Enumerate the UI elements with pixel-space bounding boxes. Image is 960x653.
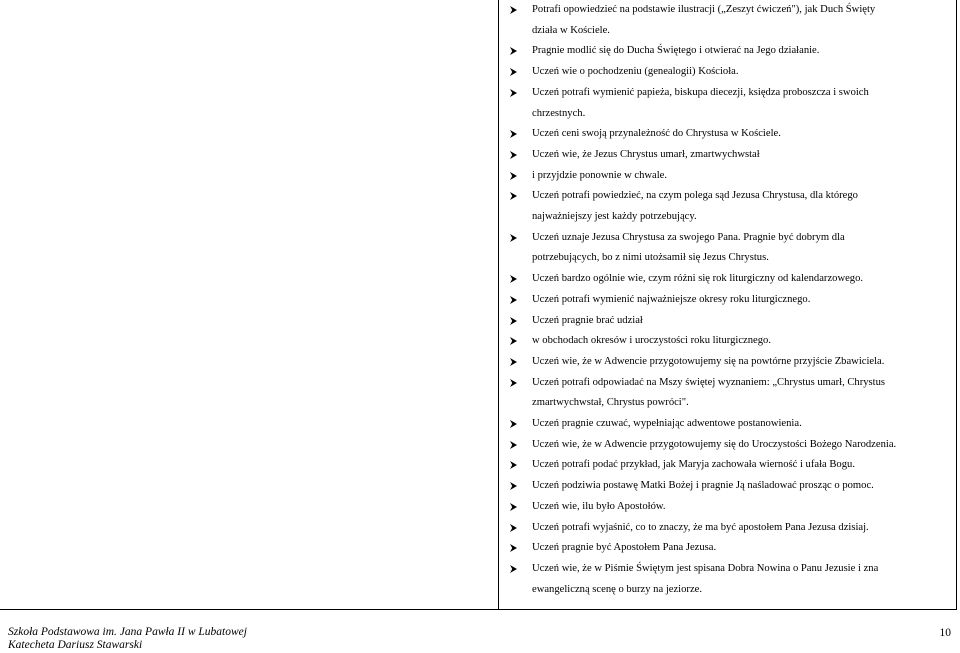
list-item-text: i przyjdzie ponownie w chwale. [532, 169, 668, 181]
footer-school-name: Szkoła Podstawowa im. Jana Pawła II w Lubatowej [8, 626, 247, 638]
list-item-text: Uczeń potrafi wyjaśnić, co to znaczy, że ma być apostołem Pana Jezusa dzisiaj. [532, 521, 869, 533]
list-item [509, 269, 953, 290]
arrow-bullet-icon [509, 440, 518, 450]
list-item-text: Uczeń podziwia postawę Matki Bożej i pragnie Ją naśladować prosząc o pomoc. [532, 480, 874, 492]
list-item [509, 455, 953, 476]
arrow-bullet-icon [509, 191, 518, 201]
footer-author-name: Katecheta Dariusz Stawarski [8, 639, 143, 651]
list-item [509, 476, 953, 497]
arrow-bullet-icon [509, 171, 518, 181]
list-item [509, 497, 953, 518]
list-item [509, 145, 953, 166]
arrow-bullet-icon [509, 336, 518, 346]
arrow-bullet-icon [509, 378, 518, 388]
arrow-bullet-icon [509, 316, 518, 326]
list-item-text: Uczeń pragnie być Apostołem Pana Jezusa. [532, 542, 717, 554]
list-item [509, 538, 953, 559]
list-item [509, 435, 953, 456]
list-item-text: Uczeń wie, że w Adwencie przygotowujemy się na powtórne przyjście Zbawiciela. [532, 355, 885, 367]
list-item-text: działa w Kościele. [532, 24, 610, 36]
list-item-text: Uczeń wie, że w Adwencie przygotowujemy się do Uroczystości Bożego Narodzenia. [532, 438, 897, 450]
arrow-bullet-icon [509, 129, 518, 139]
list-item-text: Uczeń potrafi podać przykład, jak Maryja zachowała wierność i ufała Bogu. [532, 459, 855, 471]
arrow-bullet-icon [509, 481, 518, 491]
list-item-text: Uczeń pragnie czuwać, wypełniając adwentowe postanowienia. [532, 418, 802, 430]
arrow-bullet-icon [509, 419, 518, 429]
list-item [509, 311, 953, 332]
arrow-bullet-icon [509, 357, 518, 367]
list-item-text: Uczeń pragnie brać udział [532, 314, 643, 326]
list-item-text: Uczeń potrafi powiedzieć, na czym polega sąd Jezusa Chrystusa, dla którego [532, 190, 858, 202]
arrow-bullet-icon [509, 67, 518, 77]
list-item [509, 41, 953, 62]
list-item [509, 228, 953, 269]
column-divider [498, 0, 499, 610]
arrow-bullet-icon [509, 295, 518, 305]
list-item-text: chrzestnych. [532, 107, 586, 119]
list-item-text: Uczeń wie, ilu było Apostołów. [532, 500, 666, 512]
list-item-text: zmartwychwstał, Chrystus powróci". [532, 397, 689, 409]
list-item-text: Uczeń wie, że w Piśmie Świętym jest spisana Dobra Nowina o Panu Jezusie i zna [532, 562, 879, 574]
arrow-bullet-icon [509, 150, 518, 160]
list-item [509, 331, 953, 352]
list-item-text: Uczeń wie, że Jezus Chrystus umarł, zmartwychwstał [532, 148, 760, 160]
bullet-list [509, 0, 953, 600]
list-item-text: Uczeń potrafi wymienić papieża, biskupa diecezji, księdza proboszcza i swoich [532, 86, 869, 98]
arrow-bullet-icon [509, 5, 518, 15]
list-item [509, 124, 953, 145]
list-item-text: Potrafi opowiedzieć na podstawie ilustracji („Zeszyt ćwiczeń"), jak Duch Święty [532, 4, 876, 15]
arrow-bullet-icon [509, 523, 518, 533]
list-item [509, 373, 953, 414]
list-item-text: Uczeń potrafi wymienić najważniejsze okresy roku liturgicznego. [532, 293, 811, 305]
list-item [509, 290, 953, 311]
arrow-bullet-icon [509, 46, 518, 56]
list-item-text: ewangeliczną scenę o burzy na jeziorze. [532, 583, 702, 595]
list-item-text: Uczeń wie o pochodzeniu (genealogii) Kościoła. [532, 66, 739, 78]
arrow-bullet-icon [509, 88, 518, 98]
list-item-text: Uczeń bardzo ogólnie wie, czym różni się rok liturgiczny od kalendarzowego. [532, 273, 864, 285]
list-item [509, 518, 953, 539]
list-item-text: Pragnie modlić się do Ducha Świętego i otwierać na Jego działanie. [532, 45, 820, 57]
list-item [509, 62, 953, 83]
arrow-bullet-icon [509, 274, 518, 284]
arrow-bullet-icon [509, 543, 518, 553]
arrow-bullet-icon [509, 460, 518, 470]
list-item-text: w obchodach okresów i uroczystości roku liturgicznego. [532, 335, 771, 347]
list-item [509, 186, 953, 227]
list-item [509, 0, 953, 41]
list-item-text: Uczeń uznaje Jezusa Chrystusa za swojego Pana. Pragnie być dobrym dla [532, 231, 845, 243]
list-item-text: Uczeń ceni swoją przynależność do Chrystusa w Kościele. [532, 128, 781, 140]
arrow-bullet-icon [509, 502, 518, 512]
list-item [509, 414, 953, 435]
list-item-text: Uczeń potrafi odpowiadać na Mszy świętej wyznaniem: „Chrystus umarł, Chrystus [532, 376, 886, 388]
list-item [509, 166, 953, 187]
list-item-text: potrzebujących, bo z nimi utożsamił się Jezus Chrystus. [532, 252, 769, 264]
arrow-bullet-icon [509, 564, 518, 574]
list-item-text: najważniejszy jest każdy potrzebujący. [532, 211, 697, 223]
page-number: 10 [939, 627, 951, 639]
list-item [509, 559, 953, 600]
arrow-bullet-icon [509, 233, 518, 243]
list-item [509, 83, 953, 124]
list-item [509, 352, 953, 373]
